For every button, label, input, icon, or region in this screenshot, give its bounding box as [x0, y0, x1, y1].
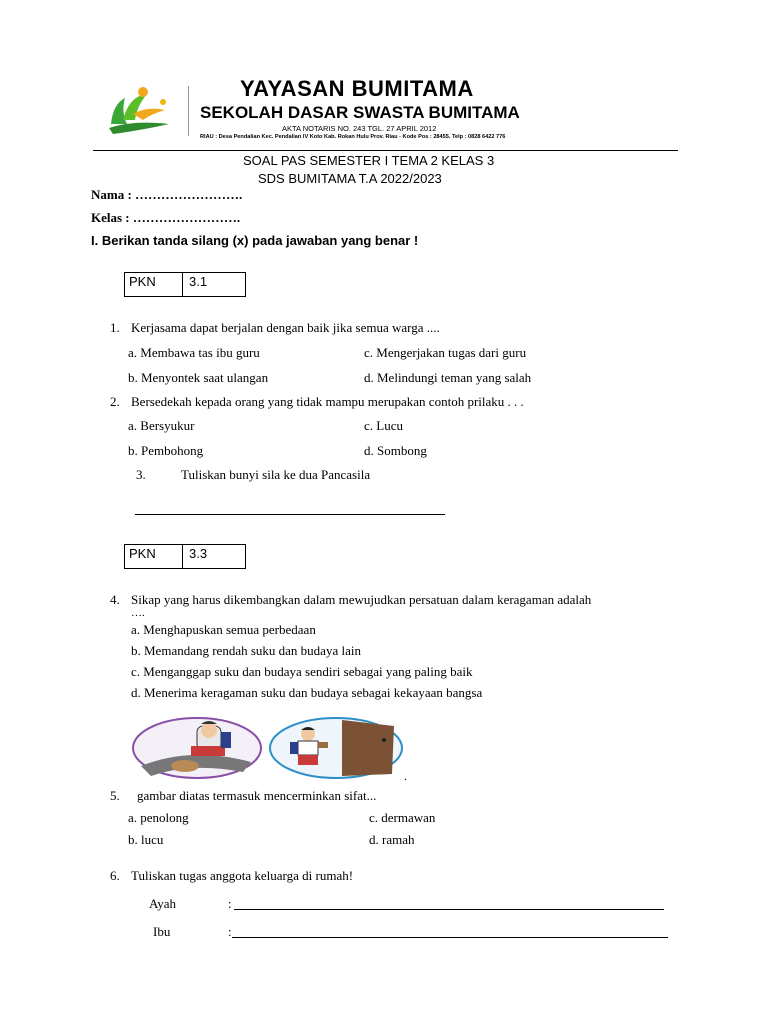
question-4-option-c: c. Menganggap suku dan budaya sendiri sebagai yang paling baik — [131, 664, 473, 679]
class-field: Kelas : ……………………. — [91, 210, 241, 225]
section-instruction: I. Berikan tanda silang (x) pada jawaban yang benar ! — [91, 233, 419, 248]
question-5-text: gambar diatas termasuk mencerminkan sifat... — [137, 788, 377, 803]
question-2-option-b: b. Pembohong — [128, 443, 204, 458]
school-address: RIAU : Desa Pendalian Kec. Pendalian IV Koto Kab. Rokan Hulu Prov. Riau - Kode Pos : 28455. Telp : 0828 6422 776 — [200, 134, 506, 140]
father-answer-line — [234, 909, 664, 910]
subject-label: PKN — [125, 545, 183, 568]
father-colon: : — [228, 896, 232, 911]
stray-dot: . — [404, 769, 407, 783]
illustration-door — [268, 716, 404, 780]
question-1-text: Kerjasama dapat berjalan dengan baik jika semua warga .... — [131, 320, 440, 335]
father-label: Ayah — [149, 896, 176, 911]
mother-label: Ibu — [153, 924, 171, 939]
question-1-number: 1. — [110, 320, 120, 335]
question-4-option-a: a. Menghapuskan semua perbedaan — [131, 622, 316, 637]
header-divider — [188, 86, 189, 136]
subject-label: PKN — [125, 273, 183, 296]
question-2-option-c: c. Lucu — [364, 418, 403, 433]
question-3-text: Tuliskan bunyi sila ke dua Pancasila — [181, 467, 371, 482]
question-5-option-a: a. penolong — [128, 810, 189, 825]
answer-line-3 — [135, 514, 445, 515]
question-4-continuation: …. — [131, 607, 145, 619]
name-field: Nama : ……………………. — [91, 187, 243, 202]
question-1-option-c: c. Mengerjakan tugas dari guru — [364, 345, 527, 360]
question-2-text: Bersedekah kepada orang yang tidak mampu merupakan contoh prilaku . . . — [131, 394, 524, 409]
school-logo — [103, 84, 175, 136]
exam-year: SDS BUMITAMA T.A 2022/2023 — [258, 171, 442, 186]
question-5-option-b: b. lucu — [128, 832, 164, 847]
header-rule — [93, 150, 678, 151]
competency-code: 3.3 — [189, 546, 208, 561]
foundation-name: YAYASAN BUMITAMA — [240, 76, 474, 101]
question-4-text: Sikap yang harus dikembangkan dalam mewujudkan persatuan dalam keragaman adalah — [131, 592, 592, 607]
competency-code: 3.1 — [189, 274, 208, 289]
question-4-number: 4. — [110, 592, 120, 607]
question-6-number: 6. — [110, 868, 120, 883]
exam-title: SOAL PAS SEMESTER I TEMA 2 KELAS 3 — [243, 153, 495, 168]
question-2-option-d: d. Sombong — [364, 443, 427, 458]
school-name: SEKOLAH DASAR SWASTA BUMITAMA — [200, 103, 520, 122]
question-2-option-a: a. Bersyukur — [128, 418, 195, 433]
question-2-number: 2. — [110, 394, 120, 409]
question-5-number: 5. — [110, 788, 120, 803]
question-4-option-d: d. Menerima keragaman suku dan budaya sebagai kekayaan bangsa — [131, 685, 483, 700]
question-4-option-b: b. Memandang rendah suku dan budaya lain — [131, 643, 361, 658]
subject-box-1 — [124, 272, 246, 297]
question-1-option-a: a. Membawa tas ibu guru — [128, 345, 260, 360]
subject-box-2 — [124, 544, 246, 569]
notary-info: AKTA NOTARIS NO. 243 TGL. 27 APRIL 2012 — [282, 124, 437, 133]
illustration-helping — [131, 716, 263, 780]
mother-colon: : — [228, 924, 232, 939]
question-3-number: 3. — [136, 467, 146, 482]
question-1-option-b: b. Menyontek saat ulangan — [128, 370, 269, 385]
question-5-option-d: d. ramah — [369, 832, 415, 847]
question-5-option-c: c. dermawan — [369, 810, 436, 825]
question-6-text: Tuliskan tugas anggota keluarga di rumah! — [131, 868, 354, 883]
mother-answer-line — [232, 937, 668, 938]
question-1-option-d: d. Melindungi teman yang salah — [364, 370, 532, 385]
